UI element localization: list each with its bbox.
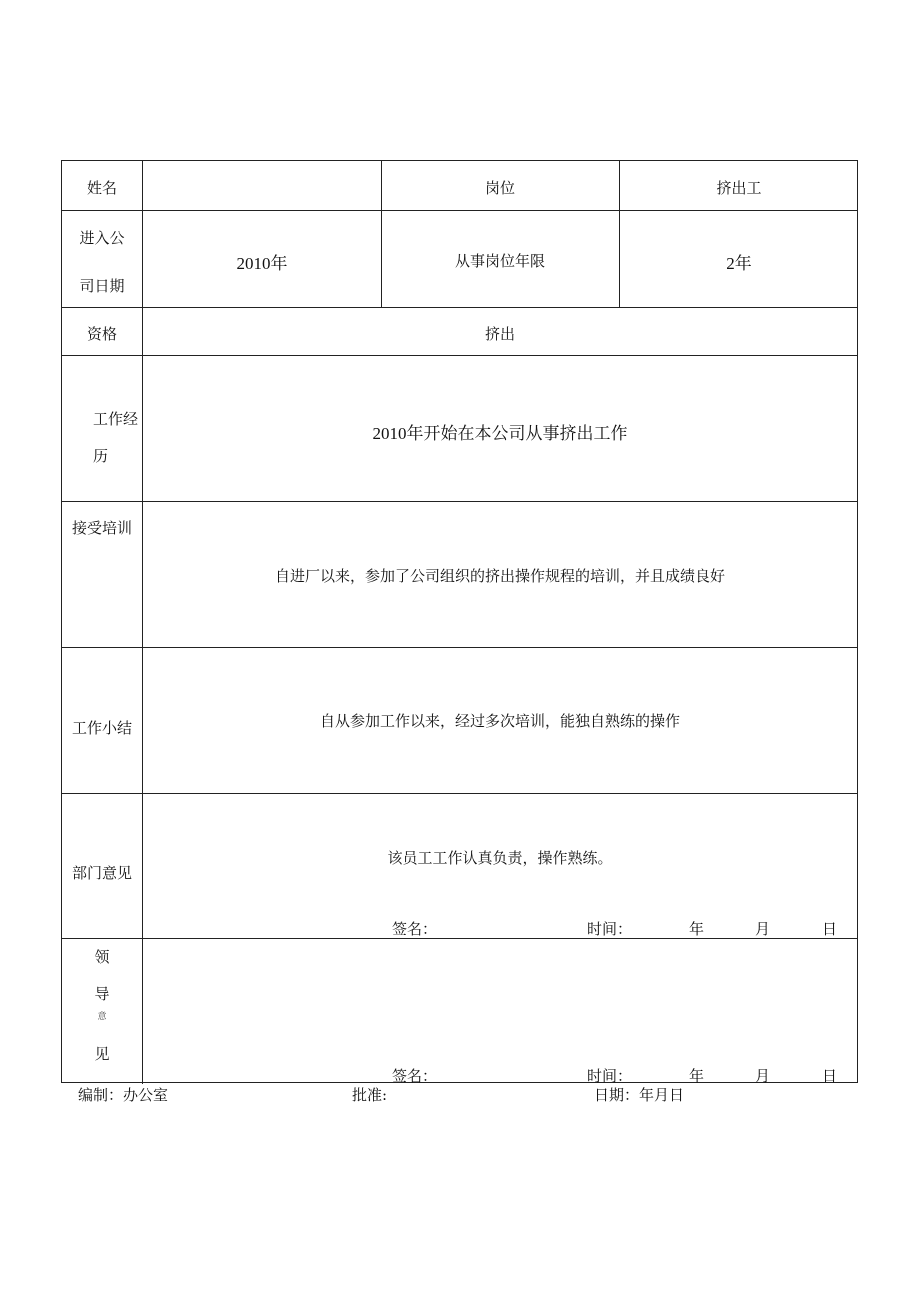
row-divider (62, 210, 857, 211)
position-label: 岗位 (484, 179, 516, 197)
work-summary-value: 自从参加工作以来，经过多次培训，能独自熟练的操作 (319, 712, 681, 730)
years-in-position-label: 从事岗位年限 (454, 252, 546, 270)
position-value: 挤出工 (716, 179, 762, 197)
department-opinion-value: 该员工工作认真负责，操作熟练。 (387, 849, 613, 867)
leader-year-label: 年 (689, 1067, 705, 1085)
row-divider (62, 647, 857, 648)
work-experience-value: 2010年开始在本公司从事挤出工作 (372, 424, 628, 443)
leader-month-label: 月 (755, 1067, 771, 1085)
join-date-value: 2010年 (236, 254, 288, 273)
join-date-label-line1: 进入公 (79, 229, 125, 247)
row-divider (62, 355, 857, 356)
row-divider (62, 793, 857, 794)
dept-day-label: 日 (822, 920, 838, 938)
leader-opinion-label-line1: 领 (94, 948, 110, 966)
qualification-label: 资格 (86, 325, 118, 343)
footer-approved-by: 批准: (352, 1086, 388, 1104)
work-experience-label-line2: 历 (93, 447, 109, 465)
dept-time-label: 时间： (587, 920, 633, 938)
column-divider (619, 161, 620, 307)
footer-prepared-by: 编制：办公室 (78, 1086, 169, 1104)
leader-signature-label: 签名： (392, 1067, 438, 1085)
leader-opinion-label-line4: 见 (94, 1045, 110, 1063)
footer-date: 日期：年月日 (594, 1086, 685, 1104)
training-value: 自进厂以来，参加了公司组织的挤出操作规程的培训，并且成绩良好 (274, 567, 726, 585)
employee-form-table (61, 160, 858, 1083)
join-date-label-line2: 司日期 (79, 277, 125, 295)
years-in-position-value: 2年 (726, 254, 752, 273)
work-experience-label-line1: 工作经 (93, 410, 139, 428)
row-divider (62, 307, 857, 308)
dept-signature-label: 签名： (392, 920, 438, 938)
training-label: 接受培训 (71, 519, 133, 537)
row-divider (62, 938, 857, 939)
name-label: 姓名 (86, 179, 118, 197)
department-opinion-label: 部门意见 (71, 864, 133, 882)
column-divider (381, 161, 382, 307)
column-divider (142, 161, 143, 1084)
dept-year-label: 年 (689, 920, 705, 938)
leader-opinion-label-line2: 导 (94, 985, 110, 1003)
leader-opinion-label-line3: 意 (97, 1012, 107, 1022)
row-divider (62, 501, 857, 502)
work-summary-label: 工作小结 (71, 719, 133, 737)
leader-time-label: 时间： (587, 1067, 633, 1085)
qualification-value: 挤出 (484, 325, 516, 343)
dept-month-label: 月 (755, 920, 771, 938)
leader-day-label: 日 (822, 1067, 838, 1085)
